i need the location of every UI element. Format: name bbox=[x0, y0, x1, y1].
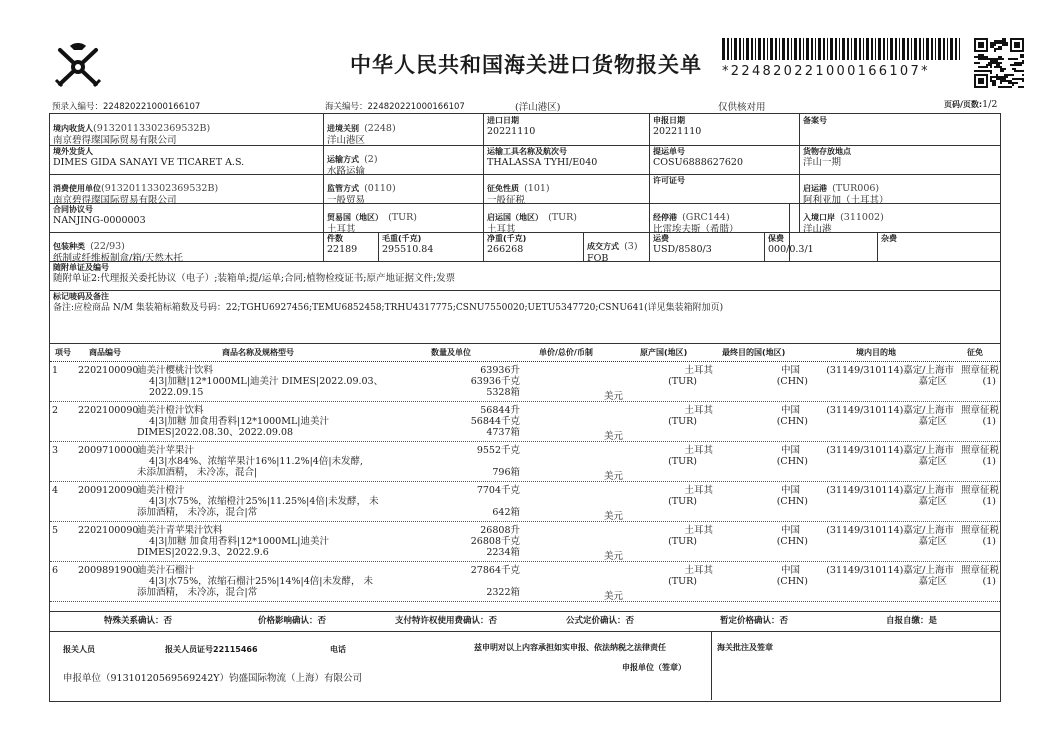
item-spec-line2: 添加酒精， 未冷冻，混合|常 bbox=[137, 507, 258, 518]
item-spec-line1: 4|3|加糖 加食用香料|12*1000ML|迪美汁 bbox=[149, 416, 329, 427]
item-origin: 土耳其 bbox=[684, 365, 713, 376]
item-spec-line1: 4|3|水75%，浓缩石榴汁25%|14%|4倍|未发酵， 未 bbox=[149, 576, 374, 587]
item-qty-3: 642箱 bbox=[492, 507, 520, 518]
item-levy-1: 照章征税 bbox=[960, 445, 999, 456]
formula-price-confirm: 公式定价确认：否 bbox=[566, 616, 635, 626]
item-name: 迪美汁苹果汁 bbox=[137, 445, 195, 456]
item-spec-line2: 2022.09.15 bbox=[149, 387, 204, 398]
customs-place: (洋山港区) bbox=[515, 102, 561, 113]
col-header-domestic: 境内目的地 bbox=[856, 348, 896, 357]
item-qty-2: 63936千克 bbox=[470, 376, 520, 387]
pieces-cell: 件数 22189 bbox=[327, 234, 358, 255]
item-no: 6 bbox=[52, 565, 59, 576]
item-dest: 中国 bbox=[780, 565, 800, 576]
item-currency: 美元 bbox=[604, 471, 624, 482]
item-qty-2: 56844千克 bbox=[470, 416, 520, 427]
item-qty-3: 796箱 bbox=[492, 467, 520, 478]
item-spec-line2: 未添加酒精， 未冷冻，混合| bbox=[137, 467, 258, 478]
item-no: 1 bbox=[52, 365, 59, 376]
item-origin-code: (TUR) bbox=[668, 536, 697, 547]
item-dest-code: (CHN) bbox=[776, 456, 808, 467]
item-origin: 土耳其 bbox=[684, 445, 713, 456]
package-cell: 包装种类 (22/93) 纸制或纤维板制盒/箱/天然木托 bbox=[53, 241, 183, 264]
pre-entry-number: 预录入编号：224820221000166107 bbox=[52, 102, 201, 112]
marks-remarks-cell: 标记唛码及备注 备注:应检商品 N/M 集装箱标箱数及号码：22;TGHU6927456;TEMU6852458;TRHU4317775;CSNU7550020;UETU5347720;CSNU641(详见集装箱附加页) bbox=[53, 292, 724, 313]
item-origin: 土耳其 bbox=[684, 405, 713, 416]
item-name: 迪美汁石榴汁 bbox=[137, 565, 195, 576]
item-no: 2 bbox=[52, 405, 59, 416]
contract-cell: 合同协议号 NANJING-0000003 bbox=[53, 205, 146, 226]
item-dest: 中国 bbox=[780, 525, 800, 536]
item-domestic-1: (31149/310114)嘉定/上海市 bbox=[826, 405, 954, 416]
item-origin-code: (TUR) bbox=[668, 416, 697, 427]
item-dest: 中国 bbox=[780, 365, 800, 376]
declarant-cert: 报关人员证号22115466 bbox=[165, 645, 258, 654]
item-levy-2: (1) bbox=[982, 576, 996, 587]
shipper-cell: 境外发货人 DIMES GIDA SANAYI VE TICARET A.S. bbox=[53, 147, 245, 168]
item-no: 5 bbox=[52, 525, 59, 536]
entry-customs-cell: 进境关别 (2248) 洋山港区 bbox=[327, 123, 396, 146]
item-code: 2202100090 bbox=[78, 405, 139, 416]
item-currency: 美元 bbox=[604, 431, 624, 442]
item-domestic-2: 嘉定区 bbox=[918, 496, 947, 507]
item-origin-code: (TUR) bbox=[668, 456, 697, 467]
gross-weight-cell: 毛重(千克) 295510.84 bbox=[382, 234, 434, 255]
page-count: 页码/页数:1/2 bbox=[944, 99, 998, 110]
item-levy-1: 照章征税 bbox=[960, 565, 999, 576]
row-separator bbox=[50, 601, 1000, 602]
bill-of-lading-cell: 提运单号 COSU6888627620 bbox=[653, 147, 744, 168]
item-domestic-1: (31149/310114)嘉定/上海市 bbox=[826, 445, 954, 456]
col-header-code: 商品编号 bbox=[89, 348, 121, 357]
net-weight-cell: 净重(千克) 266268 bbox=[487, 234, 527, 255]
record-no-cell: 备案号 bbox=[803, 116, 827, 125]
item-qty-1: 63936升 bbox=[480, 365, 520, 376]
col-header-origin: 原产国(地区) bbox=[640, 348, 688, 357]
royalty-confirm: 支付特许权使用费确认：否 bbox=[395, 616, 498, 626]
storage-cell: 货物存放地点 洋山一期 bbox=[803, 147, 851, 168]
item-levy-2: (1) bbox=[982, 416, 996, 427]
item-code: 2202100090 bbox=[78, 525, 139, 536]
declaring-unit-seal: 申报单位（签章） bbox=[622, 663, 686, 672]
legal-statement: 兹申明对以上内容承担如实申报、依法纳税之法律责任 bbox=[474, 643, 666, 652]
item-name: 迪美汁橙汁 bbox=[137, 485, 185, 496]
item-domestic-1: (31149/310114)嘉定/上海市 bbox=[826, 525, 954, 536]
item-levy-2: (1) bbox=[982, 496, 996, 507]
item-domestic-2: 嘉定区 bbox=[918, 536, 947, 547]
item-spec-line2: DIMES|2022.9.3、2022.9.6 bbox=[137, 547, 269, 558]
item-spec-line1: 4|3|加糖 加食用香料|12*1000ML|迪美汁 bbox=[149, 536, 329, 547]
item-qty-2: 26808千克 bbox=[470, 536, 520, 547]
transit-port-cell: 经停港 (GRC144) 比雷埃夫斯（希腊） bbox=[653, 212, 739, 235]
item-spec-line2: 添加酒精， 未冷冻，混合|常 bbox=[137, 587, 258, 598]
col-header-levy: 征免 bbox=[967, 348, 983, 357]
item-domestic-1: (31149/310114)嘉定/上海市 bbox=[826, 365, 954, 376]
item-levy-1: 照章征税 bbox=[960, 365, 999, 376]
item-qty-1: 7704千克 bbox=[476, 485, 520, 496]
row-separator bbox=[50, 441, 1000, 442]
item-levy-2: (1) bbox=[982, 456, 996, 467]
col-header-no: 项号 bbox=[55, 348, 71, 357]
item-currency: 美元 bbox=[604, 551, 624, 562]
item-domestic-2: 嘉定区 bbox=[918, 576, 947, 587]
item-spec-line1: 4|3|水84%、浓缩苹果汁16%|11.2%|4倍|未发酵, bbox=[149, 456, 364, 467]
self-pay-confirm: 自报自缴：是 bbox=[886, 616, 938, 626]
document-title: 中华人民共和国海关进口货物报关单 bbox=[350, 53, 702, 77]
item-origin-code: (TUR) bbox=[668, 576, 697, 587]
barcode-text: *224820221000166107* bbox=[722, 64, 930, 79]
item-dest-code: (CHN) bbox=[776, 576, 808, 587]
customs-number: 海关编号：224820221000166107 bbox=[325, 102, 465, 112]
declaring-unit: 申报单位（91310120569569242Y）钧盛国际物流（上海）有限公司 bbox=[63, 673, 363, 684]
item-origin-code: (TUR) bbox=[668, 496, 697, 507]
item-levy-2: (1) bbox=[982, 536, 996, 547]
item-dest: 中国 bbox=[780, 485, 800, 496]
declarant-label: 报关人员 bbox=[63, 645, 95, 654]
item-origin-code: (TUR) bbox=[668, 376, 697, 387]
freight-cell: 运费 USD/8580/3 bbox=[653, 234, 712, 255]
item-code: 2009891900 bbox=[78, 565, 139, 576]
item-dest-code: (CHN) bbox=[776, 536, 808, 547]
row-separator bbox=[50, 521, 1000, 522]
verify-only-note: 仅供核对用 bbox=[718, 102, 766, 113]
customs-emblem-icon bbox=[52, 40, 104, 90]
special-relation-confirm: 特殊关系确认：否 bbox=[104, 616, 173, 626]
item-levy-2: (1) bbox=[982, 376, 996, 387]
vessel-cell: 运输工具名称及航次号 THALASSA TYHI/E040 bbox=[487, 147, 598, 168]
item-levy-1: 照章征税 bbox=[960, 405, 999, 416]
supervision-cell: 监管方式 (0110) 一般贸易 bbox=[327, 183, 396, 206]
row-separator bbox=[50, 561, 1000, 562]
item-origin: 土耳其 bbox=[684, 525, 713, 536]
attached-docs-cell: 随附单证及编号 随附单证2:代理报关委托协议（电子）;装箱单;提/运单;合同;植物检疫证书;原产地证据文件;发票 bbox=[53, 263, 456, 284]
price-influence-confirm: 价格影响确认：否 bbox=[258, 616, 327, 626]
phone-label: 电话 bbox=[330, 645, 346, 654]
item-levy-1: 照章征税 bbox=[960, 525, 999, 536]
item-dest: 中国 bbox=[780, 405, 800, 416]
import-date-cell: 进口日期 20221110 bbox=[487, 116, 536, 137]
customs-approval-label: 海关批注及签章 bbox=[717, 643, 773, 652]
license-cell: 许可证号 bbox=[653, 176, 685, 185]
provisional-price-confirm: 暂定价格确认：否 bbox=[720, 616, 789, 626]
item-currency: 美元 bbox=[604, 511, 624, 522]
item-qty-3: 2322箱 bbox=[486, 587, 520, 598]
item-name: 迪美汁樱桃汁饮料 bbox=[137, 365, 214, 376]
consumer-cell: 消费使用单位(91320113302369532B) 南京碧得璨国际贸易有限公司 bbox=[53, 183, 219, 206]
item-qty-1: 26808升 bbox=[480, 525, 520, 536]
depart-port-cell: 启运港 (TUR006) 阿利亚加（土耳其） bbox=[803, 183, 889, 206]
item-domestic-2: 嘉定区 bbox=[918, 456, 947, 467]
item-dest: 中国 bbox=[780, 445, 800, 456]
item-domestic-2: 嘉定区 bbox=[918, 416, 947, 427]
consignee-cell: 境内收货人(91320113302369532B) 南京碧得璨国际贸易有限公司 bbox=[53, 123, 211, 146]
item-qty-3: 2234箱 bbox=[486, 547, 520, 558]
item-origin: 土耳其 bbox=[684, 565, 713, 576]
barcode bbox=[722, 38, 962, 78]
item-origin: 土耳其 bbox=[684, 485, 713, 496]
item-levy-1: 照章征税 bbox=[960, 485, 999, 496]
declare-date-cell: 申报日期 20221110 bbox=[653, 116, 702, 137]
item-spec-line2: DIMES|2022.08.30、2022.09.08 bbox=[137, 427, 294, 438]
row-separator bbox=[50, 401, 1000, 402]
item-code: 2009710000 bbox=[78, 445, 139, 456]
col-header-price: 单价/总价/币制 bbox=[539, 348, 593, 357]
item-qty-1: 56844升 bbox=[480, 405, 520, 416]
item-spec-line1: 4|3|水75%，浓缩橙汁25%|11.25%|4倍|未发酵， 未 bbox=[149, 496, 379, 507]
item-dest-code: (CHN) bbox=[776, 496, 808, 507]
item-domestic-2: 嘉定区 bbox=[918, 376, 947, 387]
levy-nature-cell: 征免性质 (101) 一般征税 bbox=[487, 183, 550, 206]
transport-cell: 运输方式 (2) 水路运输 bbox=[327, 154, 378, 177]
insurance-cell: 保费 000/0.3/1 bbox=[768, 234, 814, 255]
item-domestic-1: (31149/310114)嘉定/上海市 bbox=[826, 565, 954, 576]
item-code: 2202100090 bbox=[78, 365, 139, 376]
item-code: 2009120090 bbox=[78, 485, 139, 496]
item-domestic-1: (31149/310114)嘉定/上海市 bbox=[826, 485, 954, 496]
item-no: 4 bbox=[52, 485, 59, 496]
barcode-bars bbox=[722, 38, 962, 60]
misc-fee-cell: 杂费 bbox=[881, 234, 897, 243]
item-dest-code: (CHN) bbox=[776, 416, 808, 427]
item-no: 3 bbox=[52, 445, 59, 456]
depart-country-cell: 启运国（地区） (TUR) 土耳其 bbox=[487, 212, 578, 235]
row-separator bbox=[50, 481, 1000, 482]
qr-code bbox=[974, 38, 1024, 88]
item-dest-code: (CHN) bbox=[776, 376, 808, 387]
item-qty-3: 5328箱 bbox=[486, 387, 520, 398]
item-qty-1: 9552千克 bbox=[476, 445, 520, 456]
deal-mode-cell: 成交方式 (3) FOB bbox=[587, 241, 638, 264]
col-header-dest: 最终目的国(地区) bbox=[722, 348, 786, 357]
item-name: 迪美汁青苹果汁饮料 bbox=[137, 525, 223, 536]
item-name: 迪美汁橙汁饮料 bbox=[137, 405, 204, 416]
item-currency: 美元 bbox=[604, 391, 624, 402]
col-header-name: 商品名称及规格型号 bbox=[222, 348, 294, 357]
trade-country-cell: 贸易国（地区） (TUR) 土耳其 bbox=[327, 212, 418, 235]
item-currency: 美元 bbox=[604, 591, 624, 602]
item-qty-3: 4737箱 bbox=[486, 427, 520, 438]
item-qty-1: 27864千克 bbox=[470, 565, 520, 576]
item-spec-line1: 4|3|加糖|12*1000ML|迪美汁 DIMES|2022.09.03、 bbox=[149, 376, 384, 387]
col-header-qty: 数量及单位 bbox=[431, 348, 471, 357]
entry-port-cell: 入境口岸 (311002) 洋山港 bbox=[803, 212, 884, 235]
